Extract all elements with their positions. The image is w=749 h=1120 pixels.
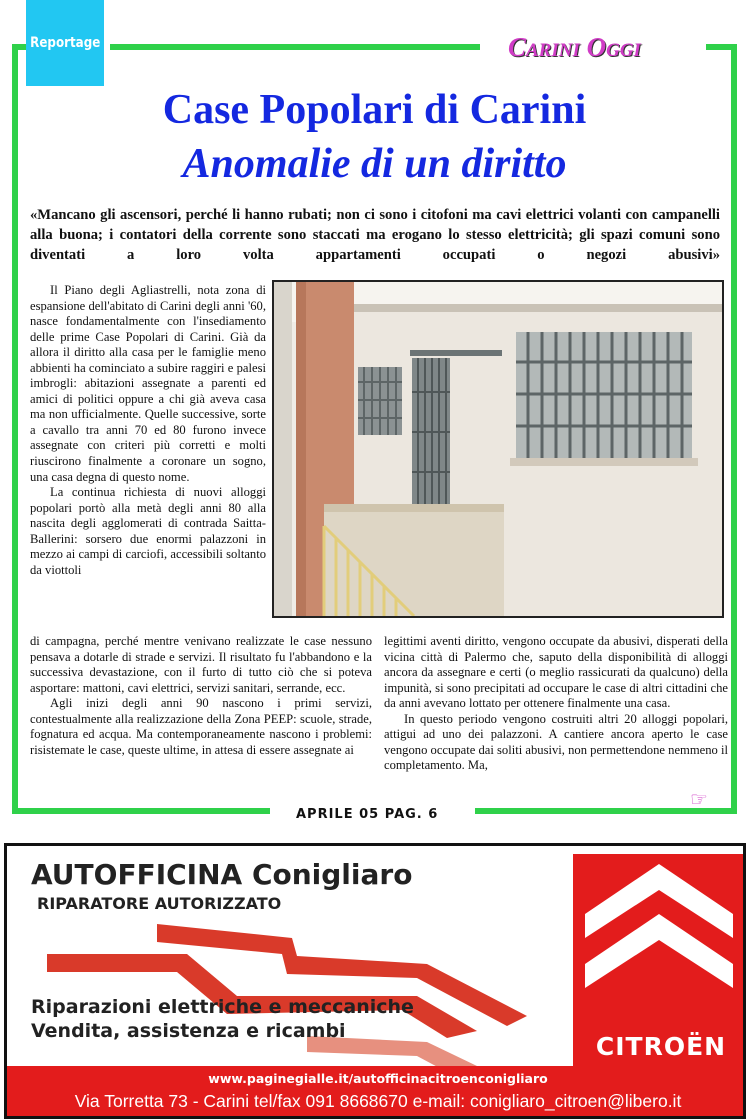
ad-business-name: AUTOFFICINA Conigliaro <box>31 858 413 891</box>
article-paragraph: La continua richiesta di nuovi alloggi popolari portò alla metà degli anni 80 alla nascita degli agglomerati di contrada Saitta-Ballerini: sorsero due enormi palazzoni in mezzo ai campi di carciofi, accessibili soltanto da viottoli <box>30 485 266 577</box>
building-stairwell-illustration <box>274 282 722 616</box>
article-photo <box>272 280 724 618</box>
ad-subtitle: RIPARATORE AUTORIZZATO <box>37 894 282 913</box>
article-paragraph: di campagna, perché mentre venivano realizzate le case nessuno pensava a dotarle di strade e servizi. Il risultato fu l'abbandono e la successiva devastazione, con il furto di tutto ciò che si poteva asportare: mattoni, cavi elettrici, servizi sanitari, serrande, ecc. <box>30 634 372 695</box>
headline: Case Popolari di Carini <box>162 87 587 133</box>
ad-website[interactable]: www.paginegialle.it/autofficinacitroenconigliaro <box>208 1071 548 1086</box>
advertisement <box>4 843 746 1119</box>
ad-services-line: Riparazioni elettriche e meccaniche <box>31 996 414 1018</box>
pull-quote: «Mancano gli ascensori, perché li hanno rubati; non ci sono i citofoni ma cavi elettrici volanti con campanelli alla buona; i contatori della corrente sono staccati ma erogano lo stesso elettricità; gli spazi comuni sono diventati a loro volta appartamenti occupati o negozi abusivi» <box>30 207 720 263</box>
page-number: APRILE 05 PAG. 6 <box>296 807 439 822</box>
subheadline: Anomalie di un diritto <box>182 141 567 187</box>
pointing-hand-icon: ☞ <box>690 789 708 811</box>
article-column-right <box>384 634 728 774</box>
article-paragraph: In questo periodo vengono costruiti altri 20 alloggi popolari, attigui ad uno dei palazzoni. A cantiere ancora aperto le case vengono occupate dai soliti abusivi, non permettendone nemmeno il completamento. Ma, <box>384 711 728 773</box>
section-tag: Reportage <box>26 0 104 86</box>
article-column-left <box>30 283 266 578</box>
ad-address: Via Torretta 73 - Carini tel/fax 091 8668670 e-mail: conigliaro_citroen@libero.it <box>74 1091 682 1111</box>
ad-services-line: Vendita, assistenza e ricambi <box>31 1020 346 1042</box>
masthead: Carini Oggi <box>508 32 641 62</box>
article-column-lower-left <box>30 634 372 758</box>
article-paragraph: Il Piano degli Agliastrelli, nota zona di espansione dell'abitato di Carini degli anni '60, nasce fondamentalmente con l'insediamento delle prime Case Popolari di Carini. Già da allora il diritto alla casa per le famiglie meno abbienti ha cominciato a subire raggiri e palesi imbrogli: abitazioni assegnate a parenti ed amici di politici oppure a chi già aveva casa ma non ufficialmente. Quelle successive, sorte a cavallo tra anni 70 ed 80 furono invece assegnate con criteri più corretti e molti riuscirono finalmente a coronare un sogno, una casa degna di questo nome. <box>30 283 266 484</box>
article-paragraph: legittimi aventi diritto, vengono occupate da abusivi, disperati della vicina città di Palermo che, saputo della disponibilità di alloggi ancora da assegnare e certi (o meglio rassicurati da qualcuno) della impunità, si sono precipitati ad occupare le case di altri cittadini che da anni avevano lottato per ottenere finalmente una casa. <box>384 634 728 711</box>
article-paragraph: Agli inizi degli anni 90 nascono i primi servizi, contestualmente alla realizzazione della Zona PEEP: scuole, strade, fognatura ed acqua. Ma contemporaneamente nascono i problemi: risistemate le case, queste ultime, in attesa di essere assegnate ai <box>30 696 372 757</box>
brand-name: CITROËN <box>595 1032 727 1061</box>
